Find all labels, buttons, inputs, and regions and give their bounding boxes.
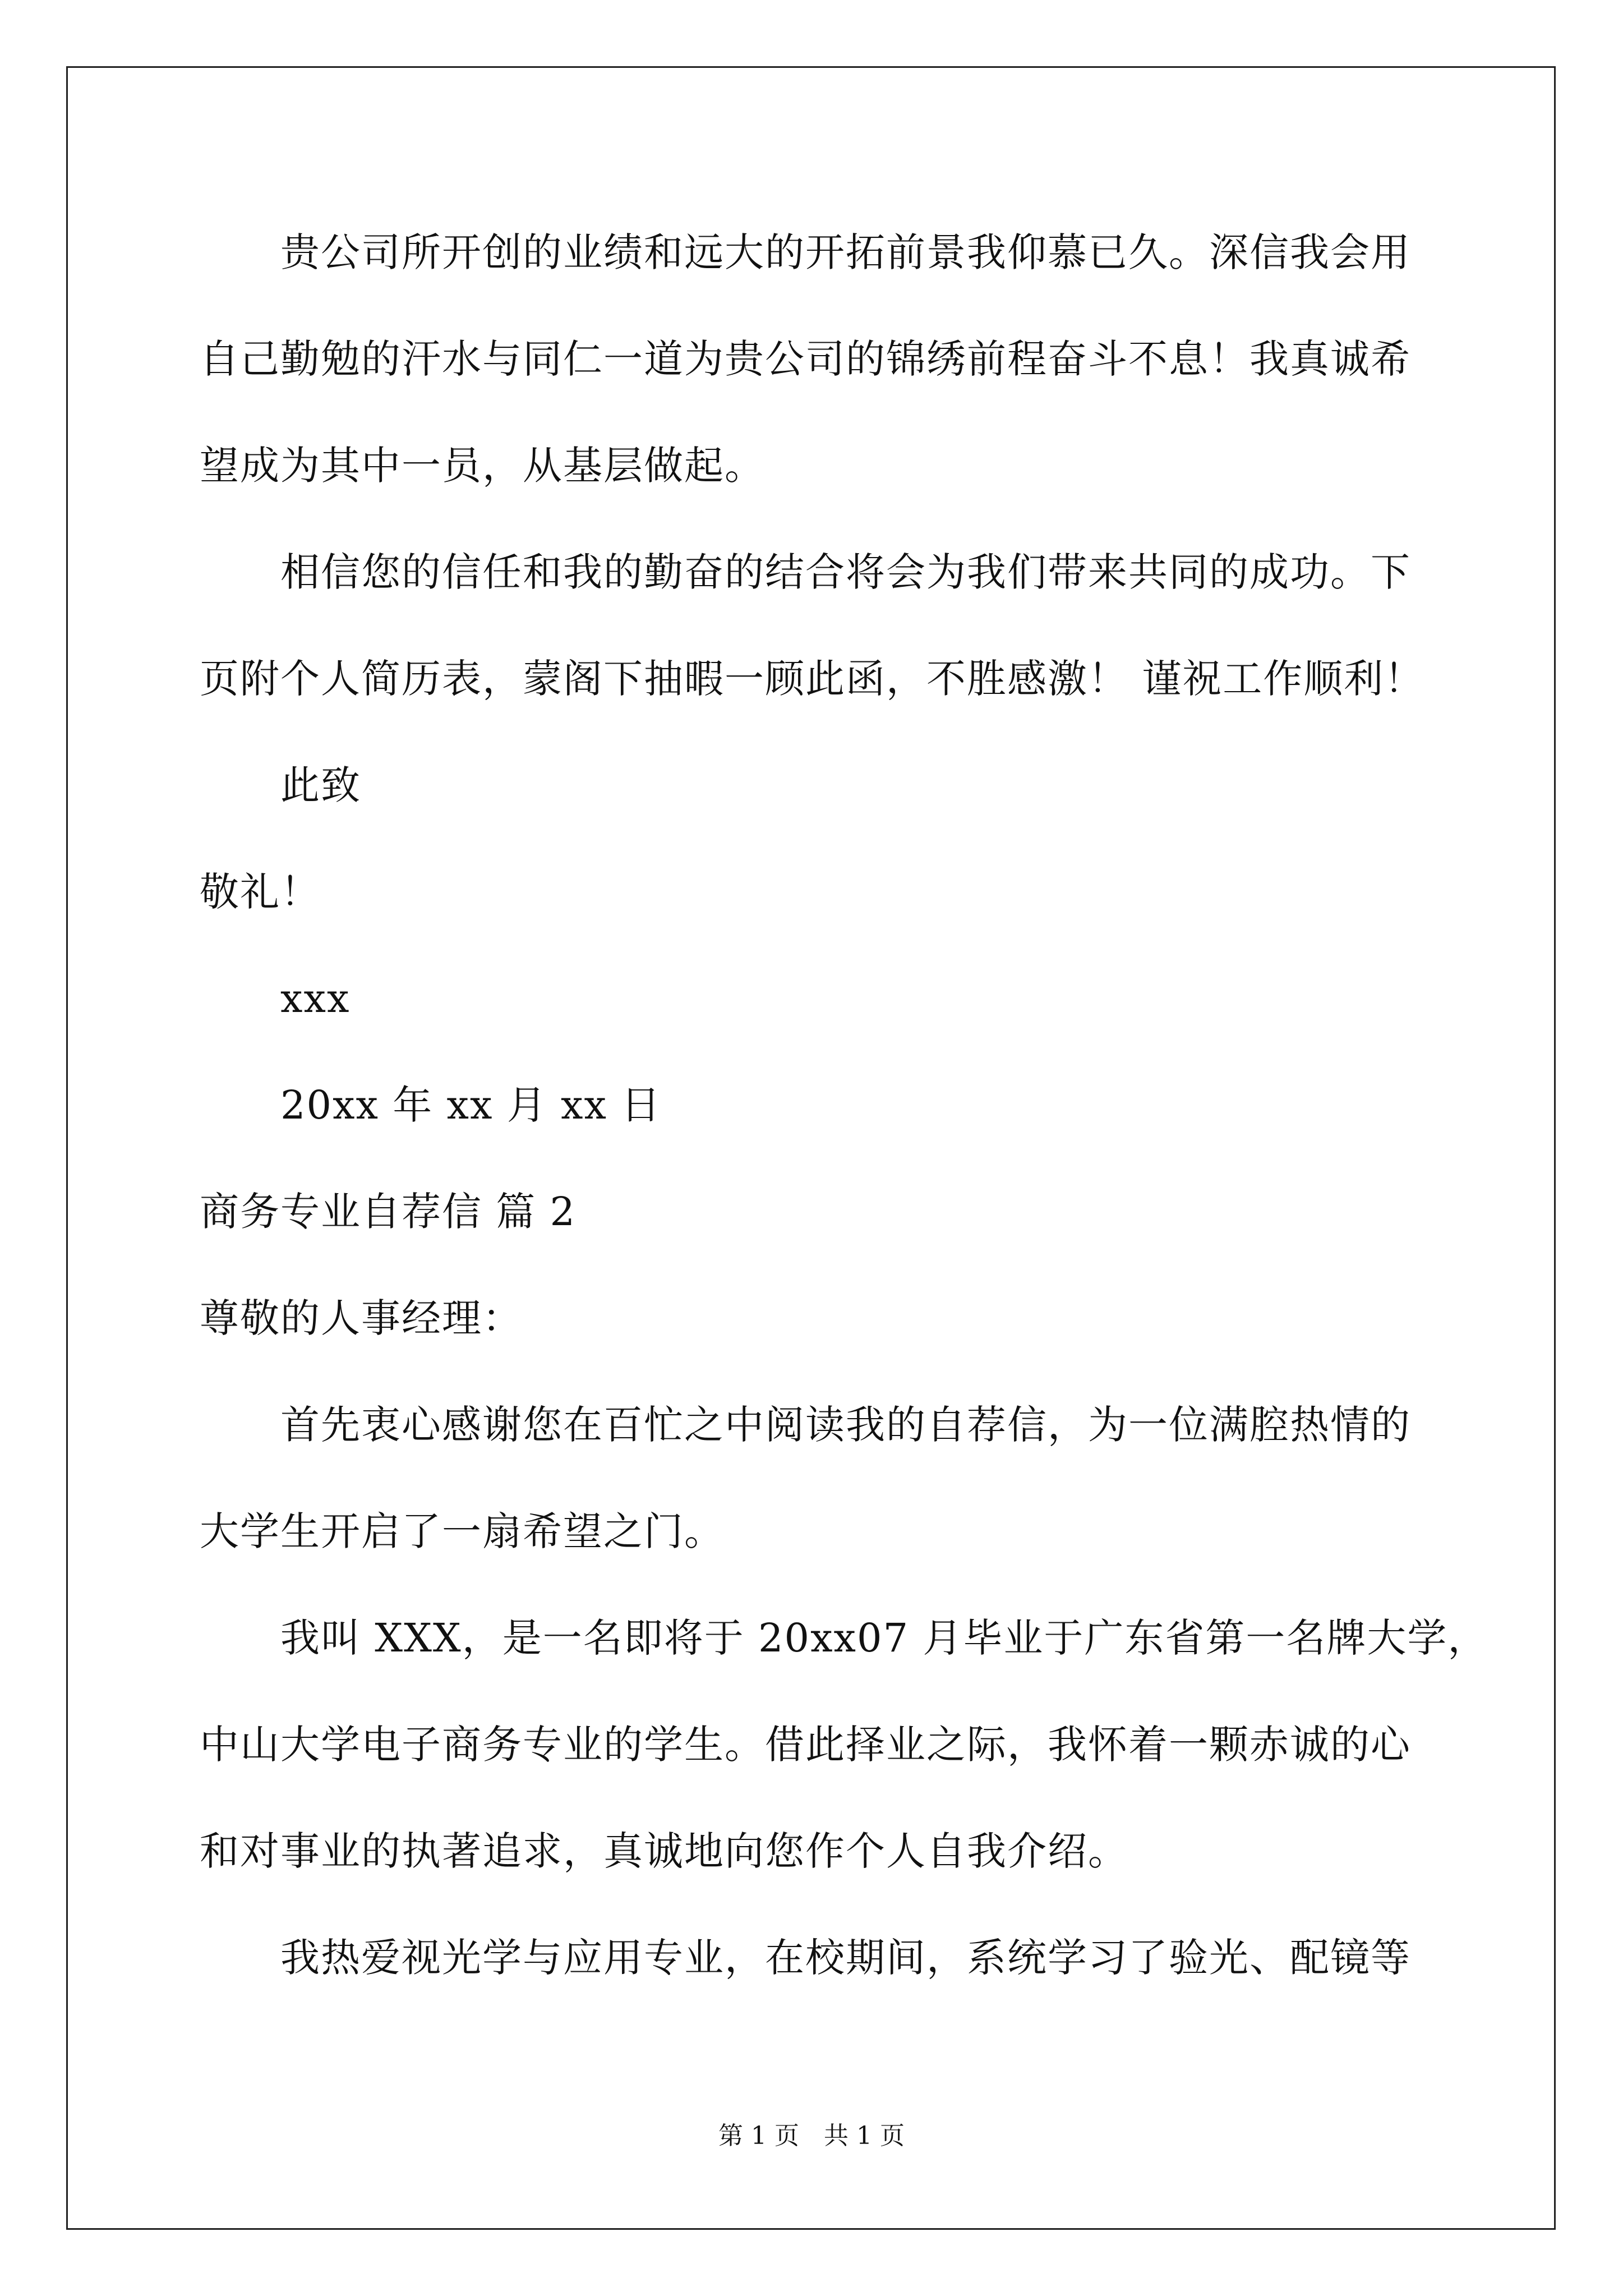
- body-line: 我热爱视光学与应用专业，在校期间，系统学习了验光、配镜等: [280, 1935, 1411, 1981]
- signature-date: 20xx 年 xx 月 xx 日: [280, 1082, 662, 1128]
- body-line: 望成为其中一员，从基层做起。: [200, 443, 765, 489]
- body-line: 页附个人简历表，蒙阁下抽暇一顾此函，不胜感激！ 谨祝工作顺利！: [200, 656, 1425, 702]
- body-line: 中山大学电子商务专业的学生。借此择业之际，我怀着一颗赤诚的心: [200, 1722, 1411, 1768]
- body-line: 首先衷心感谢您在百忙之中阅读我的自荐信，为一位满腔热情的: [280, 1402, 1411, 1448]
- signature-name: xxx: [280, 976, 351, 1022]
- body-line: 相信您的信任和我的勤奋的结合将会为我们带来共同的成功。下: [280, 549, 1411, 595]
- body-line: 大学生开启了一扇希望之门。: [200, 1508, 725, 1554]
- body-line: 自己勤勉的汗水与同仁一道为贵公司的锦绣前程奋斗不息！我真诚希: [200, 336, 1411, 382]
- closing-salutation: 此致: [280, 762, 361, 808]
- page-footer: 第 1 页 共 1 页: [718, 2122, 905, 2150]
- body-line: 和对事业的执著追求，真诚地向您作个人自我介绍。: [200, 1828, 1128, 1874]
- page-border: [66, 66, 1556, 2230]
- greeting: 尊敬的人事经理：: [200, 1295, 523, 1341]
- section-heading: 商务专业自荐信 篇 2: [200, 1189, 577, 1235]
- body-line: 我叫 XXX，是一名即将于 20xx07 月毕业于广东省第一名牌大学，: [280, 1615, 1488, 1661]
- closing-regards: 敬礼！: [200, 869, 321, 915]
- body-line: 贵公司所开创的业绩和远大的开拓前景我仰慕已久。深信我会用: [280, 229, 1411, 275]
